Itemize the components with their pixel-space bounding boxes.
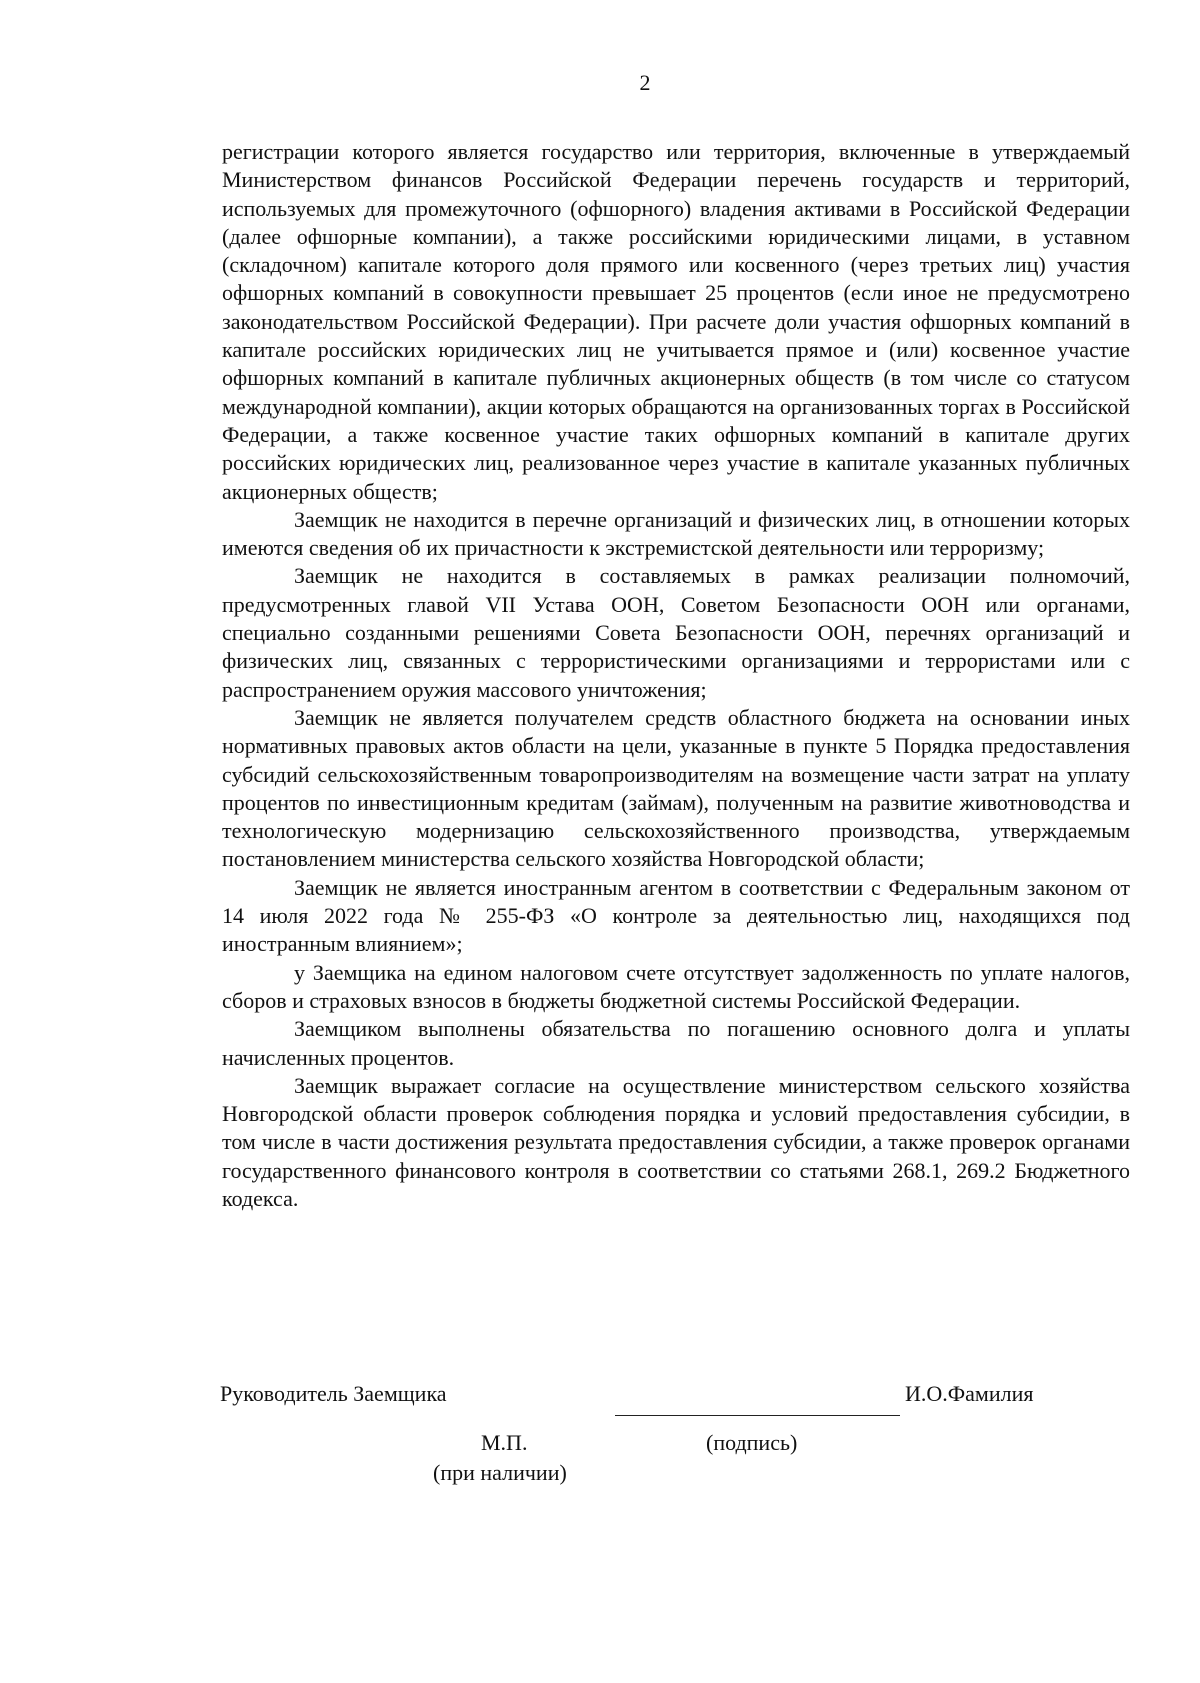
paragraph: Заемщик выражает согласие на осуществление министерством сельского хозяйства Новгородской области проверок соблюдения порядка и условий предоставления субсидии, в том числе в части достижения результата предоставления субсидии, а также проверок органами государственного финансового контроля в соответствии со статьями 268.1, 269.2 Бюджетного кодекса. — [222, 1072, 1130, 1211]
paragraph: у Заемщика на едином налоговом счете отсутствует задолженность по уплате налогов, сборов и страховых взносов в бюджеты бюджетной системы Российской Федерации. — [222, 959, 1130, 1013]
page-number: 2 — [639, 70, 651, 95]
paragraph: Заемщиком выполнены обязательства по погашению основного долга и уплаты начисленных процентов. — [222, 1016, 1130, 1070]
stamp-note: (при наличии) — [433, 1460, 567, 1485]
document-body — [222, 138, 1130, 1213]
paragraph: Заемщик не является иностранным агентом в соответствии с Федеральным законом от 14 июля 2022 года № 255-ФЗ «О контроле за деятельностью лиц, находящихся под иностранным влиянием»; — [222, 874, 1130, 957]
signatory-role: Руководитель Заемщика — [220, 1381, 447, 1406]
stamp-label: М.П. — [481, 1430, 528, 1455]
signature-line — [615, 1415, 900, 1416]
signatory-name: И.О.Фамилия — [905, 1381, 1034, 1406]
signature-caption: (подпись) — [706, 1430, 798, 1455]
paragraph: Заемщик не находится в составляемых в рамках реализации полномочий, предусмотренных главой VII Устава ООН, Советом Безопасности ООН или органами, специально созданными решениями Совета Безопасности ООН, перечнях организаций и физических лиц, связанных с террористическими организациями и террористами или с распространением оружия массового уничтожения; — [222, 563, 1130, 702]
paragraph: Заемщик не находится в перечне организаций и физических лиц, в отношении которых имеются сведения об их причастности к экстремистской деятельности или терроризму; — [222, 506, 1130, 561]
paragraph: регистрации которого является государство или территория, включенные в утверждаемый Министерством финансов Российской Федерации перечень государств и территорий, используемых для промежуточного (офшорного) владения активами в Российской Федерации (далее офшорные компании), а также российскими юридическими лицами, в уставном (складочном) капитале которого доля прямого или косвенного (через третьих лиц) участия офшорных компаний в совокупности превышает 25 процентов (если иное не предусмотрено законодательством Российской Федерации). При расчете доли участия офшорных компаний в капитале российских юридических лиц не учитывается прямое и (или) косвенное участие офшорных компаний в капитале публичных акционерных обществ (в том числе со статусом международной компании), акции которых обращаются на организованных торгах в Российской Федерации, а также косвенное участие таких офшорных компаний в капитале других российских юридических лиц, реализованное через участие в капитале указанных публичных акционерных обществ; — [222, 139, 1130, 504]
paragraph: Заемщик не является получателем средств областного бюджета на основании иных нормативных правовых актов области на цели, указанные в пункте 5 Порядка предоставления субсидий сельскохозяйственным товаропроизводителям на возмещение части затрат на уплату процентов по инвестиционным кредитам (займам), полученным на развитие животноводства и технологическую модернизацию сельскохозяйственного производства, утверждаемым постановлением министерства сельского хозяйства Новгородской области; — [222, 704, 1130, 872]
